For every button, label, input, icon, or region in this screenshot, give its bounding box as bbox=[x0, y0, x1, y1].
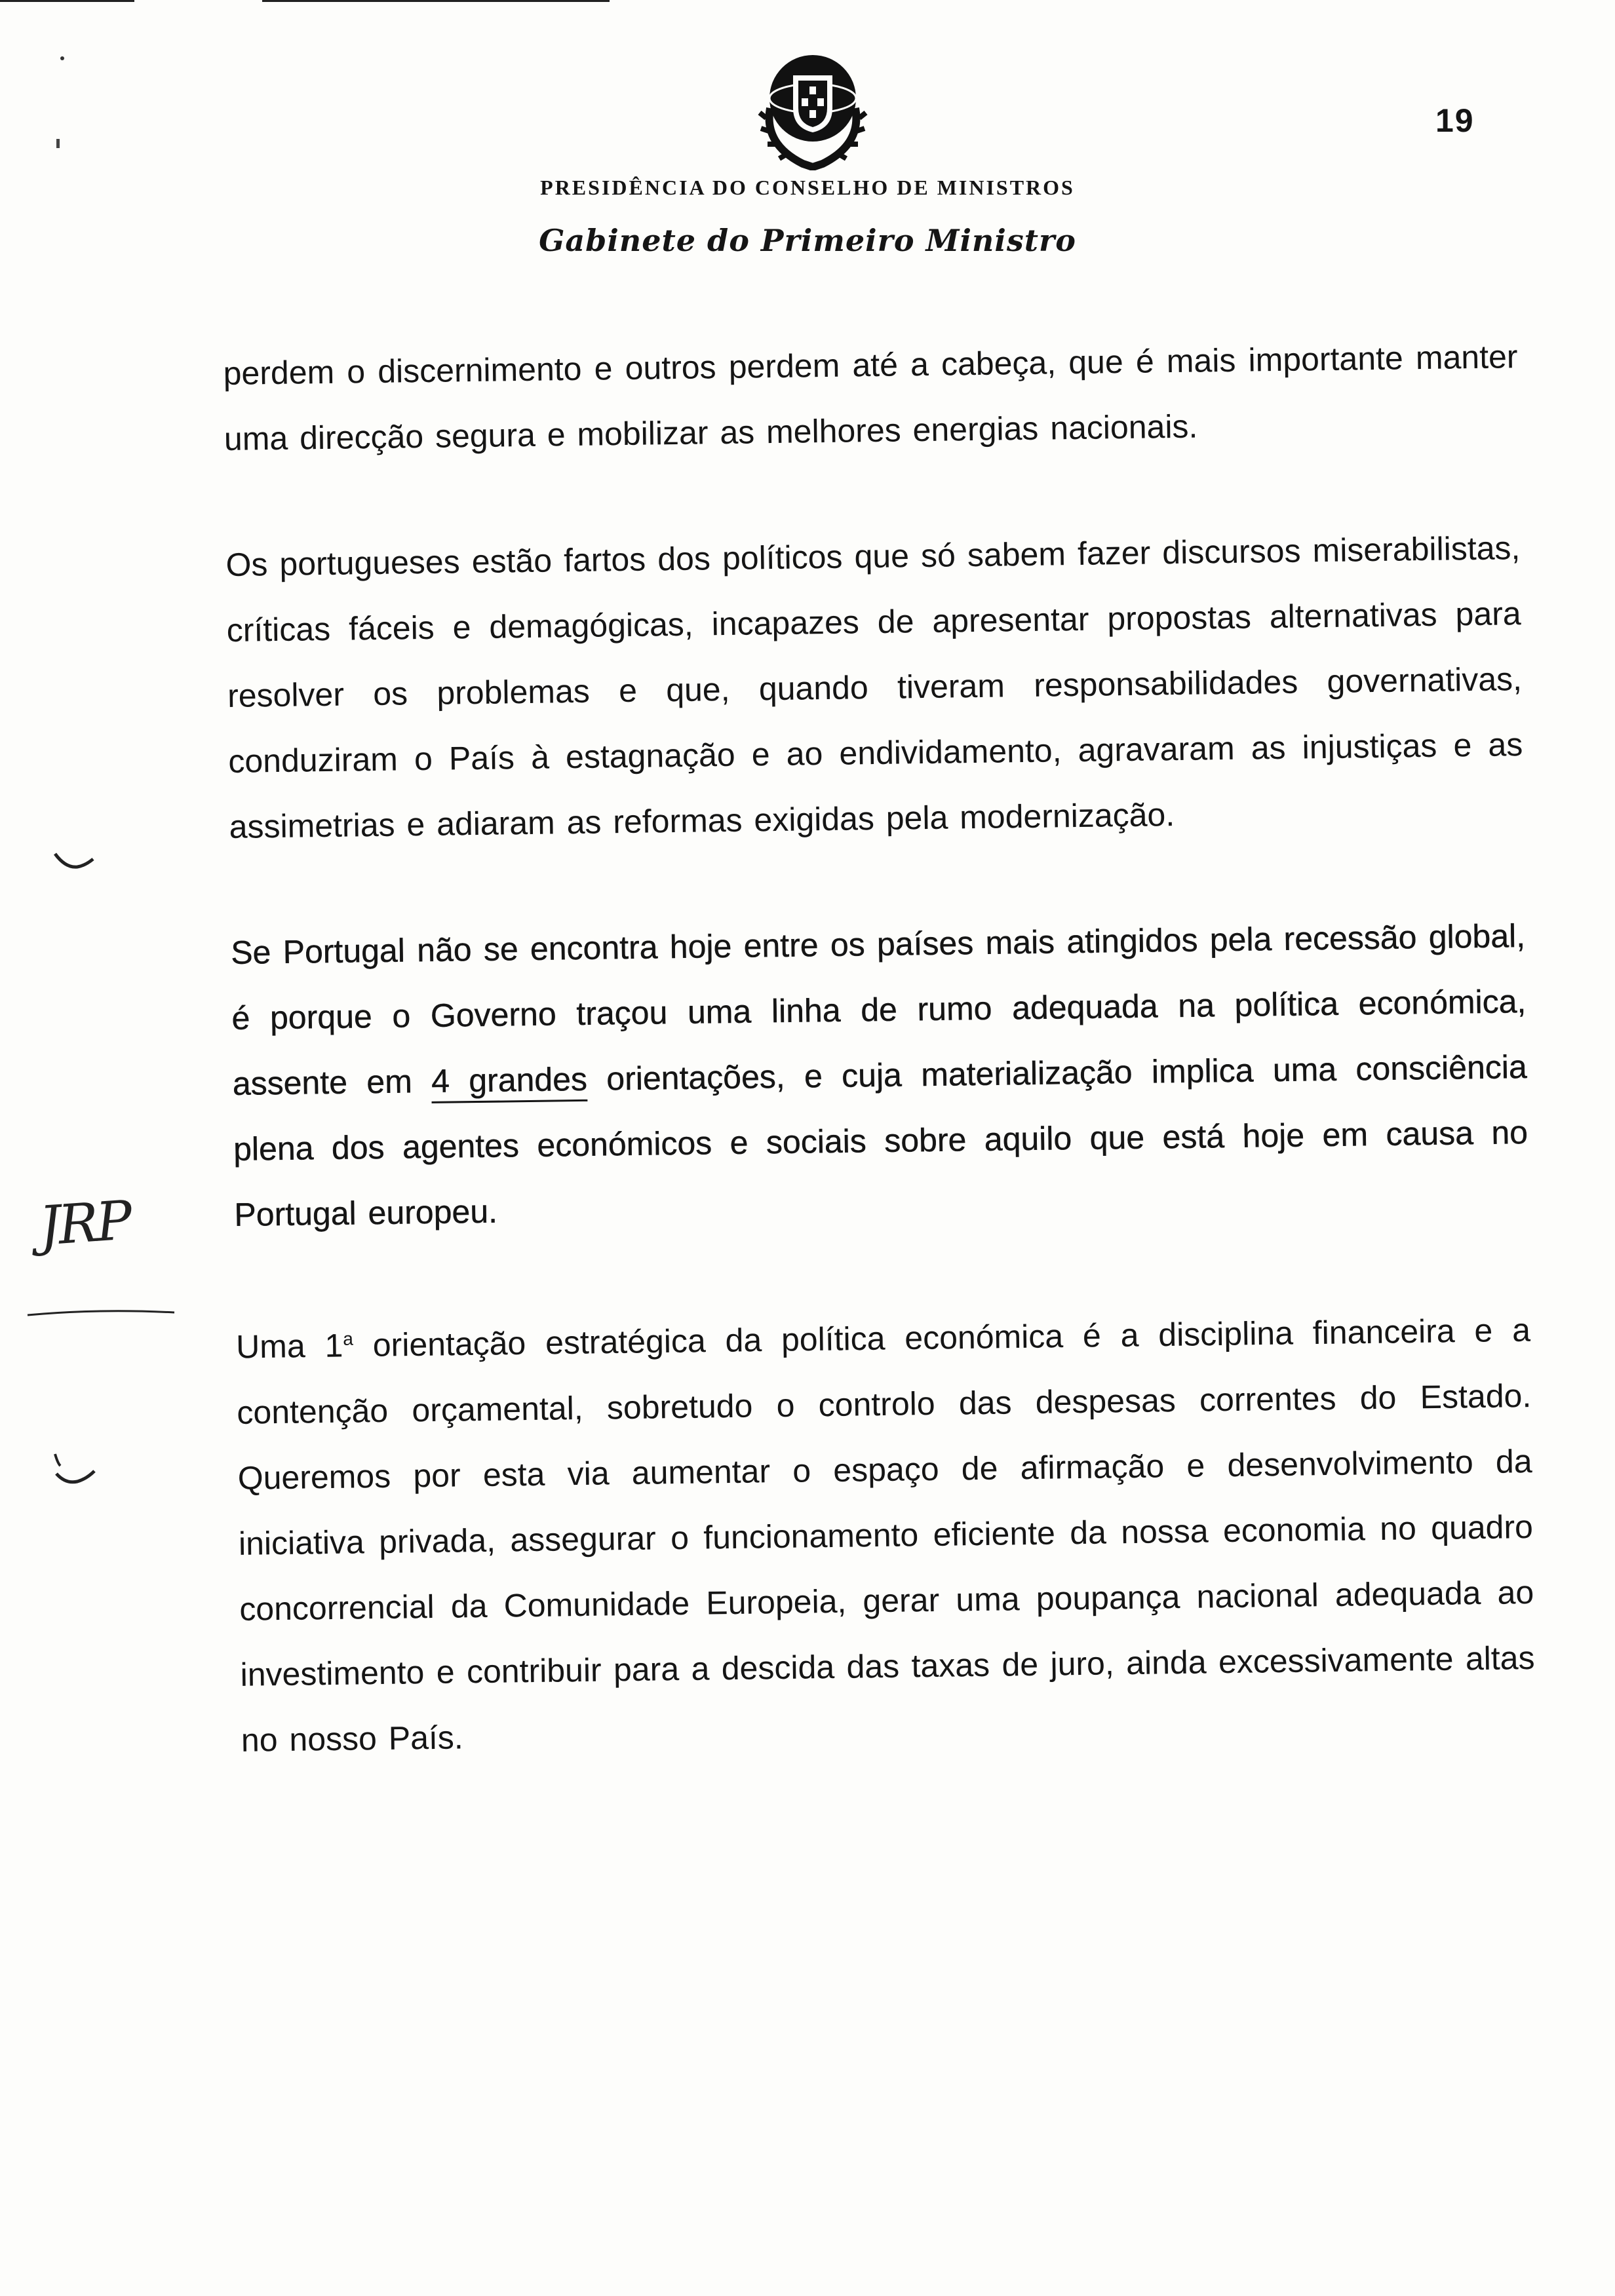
paragraph-3-text-start: Se Portugal não se encontra hoje entre os países mais atingidos pela recessão global, é porque o Governo traçou uma linha de rumo adequada na política económica, assente em bbox=[230, 917, 1527, 1102]
scan-edge-line-right bbox=[262, 0, 610, 2]
ordinal-superscript: a bbox=[343, 1328, 353, 1349]
paragraph-4-text-start: Uma 1 bbox=[235, 1327, 343, 1366]
paragraph-2: Os portugueses estão fartos dos políticos que só sabem fazer discursos miserabilistas, críticas fáceis e demagógicas, incapazes de apresentar propostas alternativas para resolver os problemas e que, quando tiveram responsabilidades governativas, conduziram o País à estagnação e ao endividamento, agravaram as injustiças e as assimetrias e adiaram as reformas exigidas pela modernização. bbox=[225, 529, 1523, 845]
header-organization: PRESIDÊNCIA DO CONSELHO DE MINISTROS bbox=[540, 176, 1075, 199]
coat-of-arms-emblem bbox=[757, 46, 868, 170]
header-office-signature: Gabinete do Primeiro Ministro bbox=[539, 223, 1076, 258]
paragraph-4 bbox=[235, 1291, 1536, 1772]
page-number: 19 bbox=[1435, 102, 1475, 139]
scan-speck bbox=[56, 139, 60, 148]
margin-initials: JRP bbox=[37, 1189, 132, 1258]
scan-speck bbox=[60, 56, 64, 60]
check-mark bbox=[52, 849, 98, 875]
document-body bbox=[223, 324, 1537, 1833]
paragraph-1: perdem o discernimento e outros perdem até a cabeça, que é mais importante manter uma direcção segura e mobilizar as melhores energias nacionais. bbox=[223, 338, 1518, 457]
paragraph-3 bbox=[231, 903, 1529, 1248]
paragraph-4-text-end: orientação estratégica da política económica é a disciplina financeira e a contenção orçamental, sobretudo o controlo das despesas correntes do Estado. Queremos por esta via aumentar o espaço de afirmação e desenvolvimento da iniciativa privada, assegurar o funcionamento eficiente da nossa economia no quadro concorrencial da Comunidade Europeia, gerar uma poupança nacional adequada ao investimento e contribuir para a descida das taxas de juro, ainda excessivamente altas no nosso País. bbox=[237, 1311, 1535, 1759]
margin-rule bbox=[26, 1307, 177, 1320]
check-mark bbox=[51, 1451, 100, 1491]
underlined-phrase: 4 grandes bbox=[431, 1060, 588, 1100]
scan-edge-line-left bbox=[0, 0, 134, 2]
paragraph-3-text-end: orientações, e cuja materialização implica uma consciência plena dos agentes económicos e sociais sobre aquilo que está hoje em causa no Portugal europeu. bbox=[233, 1048, 1528, 1233]
